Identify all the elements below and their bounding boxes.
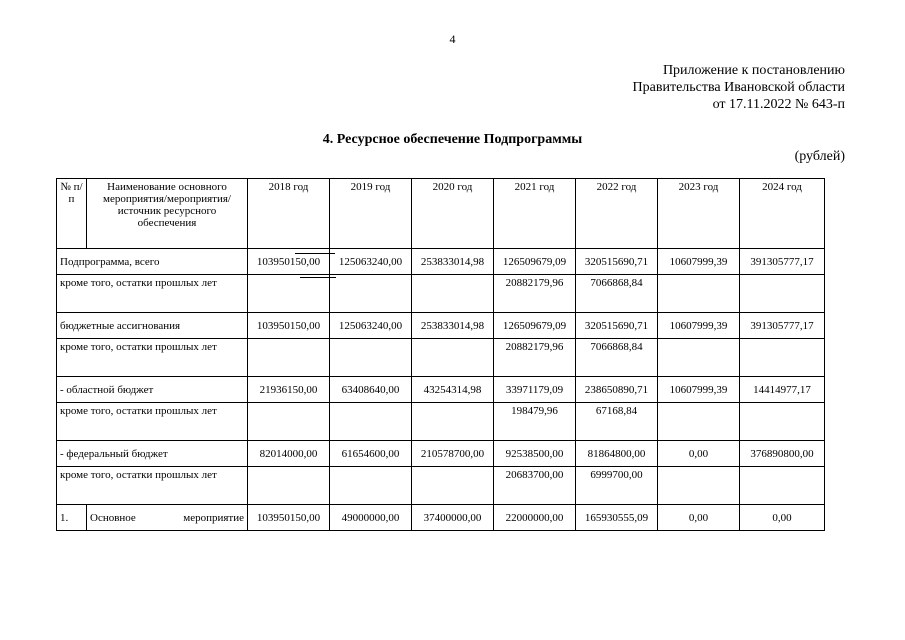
cell-value: 10607999,39 — [658, 313, 740, 339]
cell-value — [248, 403, 330, 441]
cell-value — [740, 403, 825, 441]
table-row — [57, 313, 825, 339]
header-year: 2022 год — [576, 179, 658, 249]
accounting-line — [295, 253, 335, 254]
cell-value: 81864800,00 — [576, 441, 658, 467]
cell-value: 7066868,84 — [576, 339, 658, 377]
cell-value: 238650890,71 — [576, 377, 658, 403]
cell-value: 320515690,71 — [576, 249, 658, 275]
cell-value: 103950150,00 — [248, 249, 330, 275]
appendix-reference — [633, 62, 845, 113]
cell-value — [330, 339, 412, 377]
cell-value — [740, 275, 825, 313]
section-title: 4. Ресурсное обеспечение Подпрограммы — [322, 132, 583, 147]
cell-value: 22000000,00 — [494, 505, 576, 531]
cell-value: 210578700,00 — [412, 441, 494, 467]
row-label — [87, 505, 248, 531]
header-row — [57, 179, 825, 249]
header-year: 2023 год — [658, 179, 740, 249]
cell-value: 125063240,00 — [330, 313, 412, 339]
header-num: № п/п — [57, 179, 87, 249]
units-label: (рублей) — [794, 149, 845, 164]
cell-value: 67168,84 — [576, 403, 658, 441]
cell-value: 126509679,09 — [494, 313, 576, 339]
cell-value: 10607999,39 — [658, 249, 740, 275]
cell-value — [248, 339, 330, 377]
cell-value: 0,00 — [658, 505, 740, 531]
cell-value — [412, 467, 494, 505]
cell-value: 125063240,00 — [330, 249, 412, 275]
appendix-line-2: Правительства Ивановской области — [632, 80, 845, 95]
cell-value: 43254314,98 — [412, 377, 494, 403]
cell-value: 320515690,71 — [576, 313, 658, 339]
cell-value: 253833014,98 — [412, 249, 494, 275]
resource-table — [56, 178, 825, 531]
cell-value — [248, 275, 330, 313]
cell-value — [412, 339, 494, 377]
accounting-line — [300, 277, 336, 278]
cell-value: 126509679,09 — [494, 249, 576, 275]
cell-value — [248, 467, 330, 505]
table-row — [57, 275, 825, 313]
cell-value: 21936150,00 — [248, 377, 330, 403]
cell-value: 165930555,09 — [576, 505, 658, 531]
cell-value — [412, 275, 494, 313]
table-row — [57, 403, 825, 441]
cell-value — [658, 275, 740, 313]
header-year: 2024 год — [740, 179, 825, 249]
cell-value: 391305777,17 — [740, 313, 825, 339]
row-label: Подпрограмма, всего — [57, 249, 248, 275]
cell-value: 14414977,17 — [740, 377, 825, 403]
table-row — [57, 339, 825, 377]
cell-value — [658, 339, 740, 377]
cell-value — [330, 467, 412, 505]
cell-value: 7066868,84 — [576, 275, 658, 313]
row-label: кроме того, остатки прошлых лет — [57, 275, 248, 313]
row-label: кроме того, остатки прошлых лет — [57, 467, 248, 505]
row-number: 1. — [57, 505, 87, 531]
table-row-main-activity — [57, 505, 825, 531]
table-row — [57, 377, 825, 403]
cell-value — [330, 275, 412, 313]
table-row — [57, 441, 825, 467]
cell-value — [740, 339, 825, 377]
row-label-word: мероприятие — [183, 511, 244, 524]
page-number: 4 — [449, 32, 456, 46]
cell-value — [330, 403, 412, 441]
cell-value: 82014000,00 — [248, 441, 330, 467]
row-label: бюджетные ассигнования — [57, 313, 248, 339]
row-label: кроме того, остатки прошлых лет — [57, 339, 248, 377]
row-label: - федеральный бюджет — [57, 441, 248, 467]
cell-value: 0,00 — [658, 441, 740, 467]
cell-value: 20882179,96 — [494, 275, 576, 313]
cell-value — [740, 467, 825, 505]
cell-value: 198479,96 — [494, 403, 576, 441]
cell-value — [658, 467, 740, 505]
cell-value — [412, 403, 494, 441]
appendix-line-3: от 17.11.2022 № 643-п — [712, 97, 845, 112]
appendix-line-1: Приложение к постановлению — [662, 63, 845, 78]
cell-value: 376890800,00 — [740, 441, 825, 467]
cell-value: 10607999,39 — [658, 377, 740, 403]
cell-value: 37400000,00 — [412, 505, 494, 531]
table-row — [57, 467, 825, 505]
cell-value: 63408640,00 — [330, 377, 412, 403]
header-year: 2018 год — [248, 179, 330, 249]
cell-value: 391305777,17 — [740, 249, 825, 275]
cell-value: 0,00 — [740, 505, 825, 531]
cell-value: 103950150,00 — [248, 505, 330, 531]
row-label: - областной бюджет — [57, 377, 248, 403]
cell-value: 33971179,09 — [494, 377, 576, 403]
cell-value: 20882179,96 — [494, 339, 576, 377]
header-year: 2019 год — [330, 179, 412, 249]
header-name: Наименование основного мероприятия/мероприятия/ источник ресурсного обеспечения — [87, 179, 248, 249]
row-label-word: Основное — [90, 511, 136, 524]
cell-value: 49000000,00 — [330, 505, 412, 531]
cell-value: 253833014,98 — [412, 313, 494, 339]
cell-value: 6999700,00 — [576, 467, 658, 505]
cell-value: 61654600,00 — [330, 441, 412, 467]
header-year: 2020 год — [412, 179, 494, 249]
row-label: кроме того, остатки прошлых лет — [57, 403, 248, 441]
cell-value: 92538500,00 — [494, 441, 576, 467]
cell-value — [658, 403, 740, 441]
cell-value: 103950150,00 — [248, 313, 330, 339]
header-year: 2021 год — [494, 179, 576, 249]
table-row — [57, 249, 825, 275]
cell-value: 20683700,00 — [494, 467, 576, 505]
